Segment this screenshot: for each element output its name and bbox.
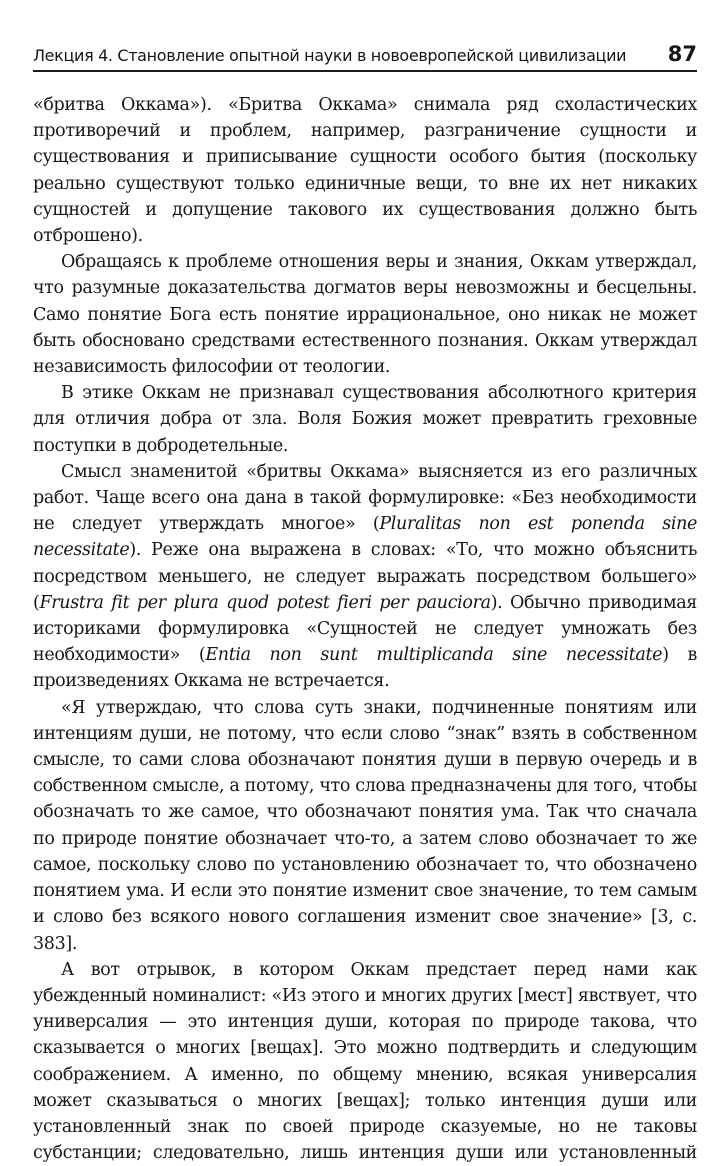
paragraph	[33, 459, 697, 695]
page-number: 87	[667, 42, 697, 66]
text-run: Смысл знаменитой «бритвы Оккама» выясняется из его различных работ. Чаще всего она дана в такой формулировке: «Без необходимости не следует утверждать многое» (	[33, 461, 697, 535]
body-text	[33, 92, 697, 1166]
text-run: Обращаясь к проблеме отношения веры и знания, Оккам утверждал, что разумные доказательства догматов веры невозможны и бесцельны. Само понятие Бога есть понятие иррациональное, оно никак не может быть обосновано средствами естественного познания. Оккам утверждал независимость философии от теологии.	[33, 252, 697, 378]
paragraph	[33, 92, 697, 249]
text-run: «Я утверждаю, что слова суть знаки, подчиненные понятиям или интенциям души, не потому, что если слово “знак” взять в собственном смысле, то сами слова обозначают понятия души в первую очередь и в собственном смысле, а потому, что слова предназначены для того, чтобы обозначать то же самое, что обозначают понятия ума. Так что сначала по природе понятие обозначает что-то, а затем слово обозначает то же самое, поскольку слово по установлению обозначает то, что обозначено понятием ума. И если это понятие изменит свое значение, то тем самым и слово без всякого нового соглашения изменит свое значение» [3, с. 383].	[33, 697, 697, 954]
paragraph	[33, 695, 697, 957]
latin-phrase: Pluralitas non est ponenda sine necessitate	[33, 514, 697, 561]
running-title: Лекция 4. Становление опытной науки в новоевропейской цивилизации	[33, 46, 627, 65]
text-run: ). Реже она выражена в словах: «То, что можно объяснить посредством меньшего, не следует выражать посредством большего» (	[33, 540, 697, 613]
paragraph	[33, 380, 697, 459]
text-run: «бритва Оккама»). «Бритва Оккама» снимала ряд схоластических противоречий и проблем, например, разграничение сущности и существования и приписывание сущности особого бытия (поскольку реально существуют только единичные вещи, то вне их нет никаких сущностей и допущение такового их существования должно быть отброшено).	[33, 95, 697, 247]
page-header	[33, 38, 697, 72]
latin-phrase: Entia non sunt multiplicanda sine necessitate	[205, 645, 663, 666]
text-run: ) в произведениях Оккама не встречается.	[33, 645, 697, 692]
text-run: А вот отрывок, в котором Оккам предстает перед нами как убежденный номиналист: «Из этого и многих других [мест] явствует, что универсалия — это интенция души, которая по природе такова, что сказывается о многих [вещах]. Это можно подтвердить и следующим соображением. А именно, по общему мнению, всякая универсалия может сказываться о многих [вещах]; только интенция души или установленный знак по своей природе сказуемые, но не таковы субстанции; следовательно, лишь интенция души или установленный	[33, 959, 697, 1164]
paragraph	[33, 957, 697, 1166]
latin-phrase: Frustra fit per plura quod potest fieri per pauciora	[39, 592, 491, 613]
text-run: ). Обычно приводимая историками формулировка «Сущностей не следует умножать без необходимости» (	[33, 592, 697, 666]
text-run: В этике Оккам не признавал существования абсолютного критерия для отличия добра от зла. Воля Божия может превратить греховные поступки в добродетельные.	[33, 383, 697, 456]
paragraph	[33, 249, 697, 380]
